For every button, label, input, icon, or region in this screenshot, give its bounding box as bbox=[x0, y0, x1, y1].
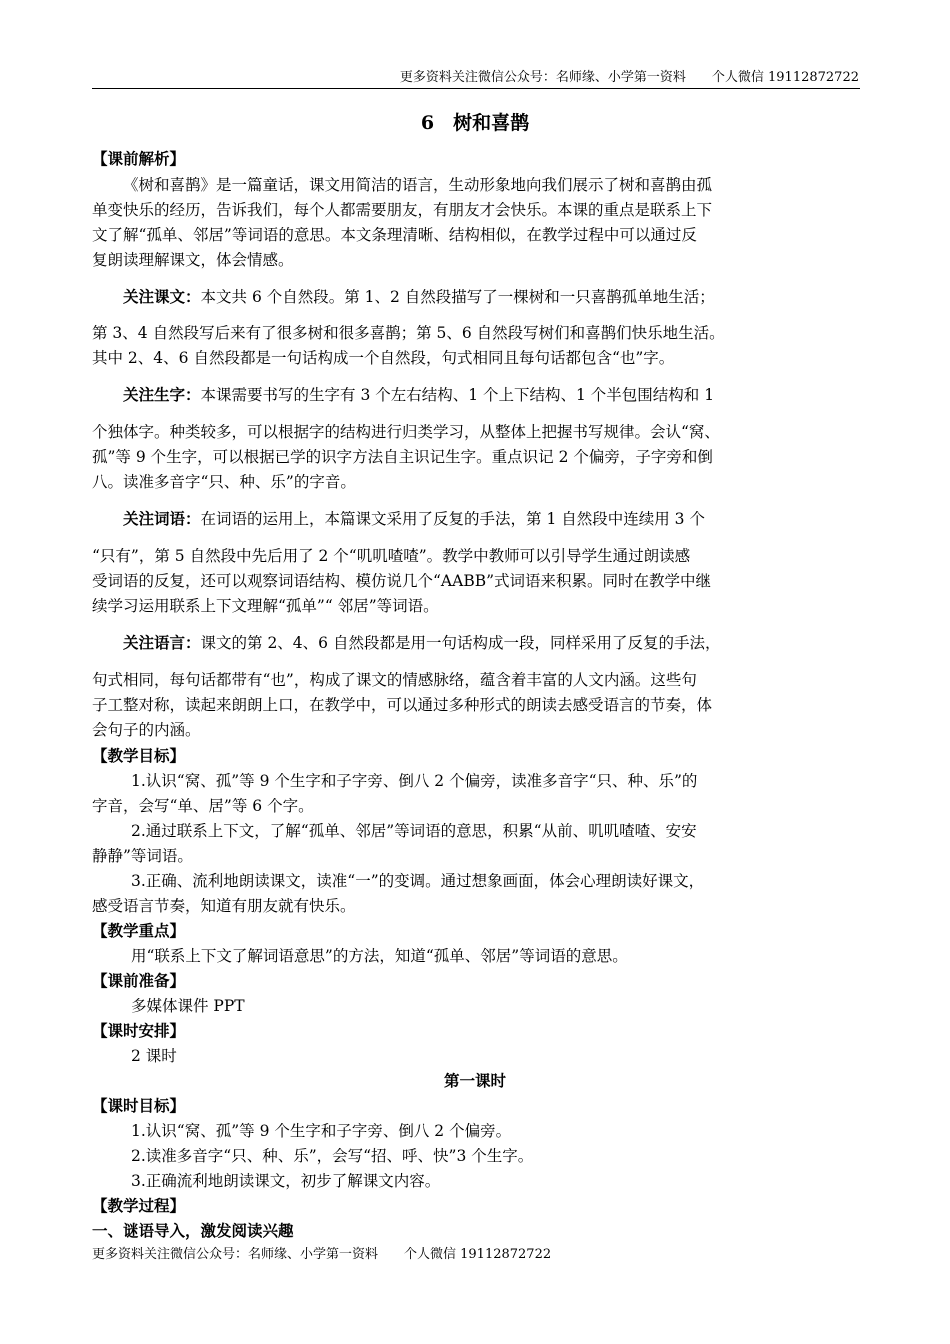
objective-line: 3.正确、流利地朗读课文，读准“一”的变调。通过想象画面，体会心理朗读好课文， bbox=[131, 872, 705, 890]
objective-line: 2.通过联系上下文，了解“孤单、邻居”等词语的意思，积累“从前、叽叽喳喳、安安 bbox=[131, 822, 697, 840]
section-heading-pre-analysis: 【课前解析】 bbox=[92, 149, 186, 168]
focus-text-paragraph bbox=[123, 286, 715, 308]
process-step-heading: 一、谜语导入，激发阅读兴趣 bbox=[92, 1221, 294, 1240]
paragraph-line: 八。读准多音字“只、种、乐”的字音。 bbox=[92, 473, 356, 491]
header-divider bbox=[92, 88, 860, 89]
paragraph-line: 本文共 6 个自然段。第 1、2 自然段描写了一棵树和一只喜鹊孤单地生活； bbox=[200, 288, 715, 306]
paragraph-line: “只有”，第 5 自然段中先后用了 2 个“叽叽喳喳”。教学中教师可以引导学生通过朗读感 bbox=[92, 547, 691, 565]
section-heading-process: 【教学过程】 bbox=[92, 1196, 186, 1215]
lesson-objective-line: 2.读准多音字“只、种、乐”，会写“招、呼、快”3 个生字。 bbox=[131, 1147, 534, 1165]
objective-line: 静静”等词语。 bbox=[92, 847, 193, 865]
focus-label: 关注生字： bbox=[123, 385, 201, 404]
focus-label: 关注课文： bbox=[123, 287, 201, 306]
key-point-text: 用“联系上下文了解词语意思”的方法，知道“孤单、邻居”等词语的意思。 bbox=[131, 947, 628, 965]
paragraph-line: 续学习运用联系上下文理解“孤单”“ 邻居”等词语。 bbox=[92, 597, 439, 615]
section-heading-lesson-objectives: 【课时目标】 bbox=[92, 1096, 186, 1115]
section-heading-objectives: 【教学目标】 bbox=[92, 746, 186, 765]
paragraph-line: 复朗读理解课文，体会情感。 bbox=[92, 251, 294, 269]
paragraph-line: 个独体字。种类较多，可以根据字的结构进行归类学习，从整体上把握书写规律。会认“窝、 bbox=[92, 423, 720, 441]
preparation-text: 多媒体课件 PPT bbox=[131, 997, 245, 1015]
section-heading-schedule: 【课时安排】 bbox=[92, 1021, 186, 1040]
paragraph-line: 孤”等 9 个生字，可以根据已学的识字方法自主识记生字。重点识记 2 个偏旁，子字旁和倒 bbox=[92, 448, 713, 466]
page-footer: 更多资料关注微信公众号：名师缘、小学第一资料 个人微信 19112872722 bbox=[92, 1247, 552, 1262]
paragraph-line: 其中 2、4、6 自然段都是一句话构成一个自然段，句式相同且每句话都包含“也”字。 bbox=[92, 349, 675, 367]
paragraph-line: 文了解“孤单、邻居”等词语的意思。本文条理清晰、结构相似，在教学过程中可以通过反 bbox=[92, 226, 697, 244]
objective-line: 1.认识“窝、孤”等 9 个生字和子字旁、倒八 2 个偏旁，读准多音字“只、种、乐”的 bbox=[131, 772, 698, 790]
objective-line: 感受语言节奏，知道有朋友就有快乐。 bbox=[92, 897, 356, 915]
page-header: 更多资料关注微信公众号：名师缘、小学第一资料 个人微信 19112872722 bbox=[399, 70, 859, 85]
lesson-one-title: 第一课时 bbox=[443, 1071, 506, 1090]
paragraph-line: 句式相同，每句话都带有“也”，构成了课文的情感脉络，蕴含着丰富的人文内涵。这些句 bbox=[92, 671, 697, 689]
section-heading-key-points: 【教学重点】 bbox=[92, 921, 186, 940]
objective-line: 字音，会写“单、居”等 6 个字。 bbox=[92, 797, 314, 815]
focus-label: 关注词语： bbox=[123, 509, 201, 528]
paragraph-line: 受词语的反复，还可以观察词语结构、模仿说几个“AABB”式词语来积累。同时在教学中继 bbox=[92, 572, 712, 590]
schedule-text: 2 课时 bbox=[131, 1047, 177, 1065]
paragraph-line: 单变快乐的经历，告诉我们，每个人都需要朋友，有朋友才会快乐。本课的重点是联系上下 bbox=[92, 201, 713, 219]
focus-words-paragraph bbox=[123, 508, 705, 530]
lesson-objective-line: 3.正确流利地朗读课文，初步了解课文内容。 bbox=[131, 1172, 441, 1190]
paragraph-line: 本课需要书写的生字有 3 个左右结构、1 个上下结构、1 个半包围结构和 1 bbox=[200, 386, 715, 404]
paragraph-line: 《树和喜鹊》是一篇童话，课文用简洁的语言，生动形象地向我们展示了树和喜鹊由孤 bbox=[123, 176, 713, 194]
paragraph-line: 第 3、4 自然段写后来有了很多树和很多喜鹊；第 5、6 自然段写树们和喜鹊们快乐地生活。 bbox=[92, 324, 725, 342]
paragraph-line: 子工整对称，读起来朗朗上口，在教学中，可以通过多种形式的朗读去感受语言的节奏，体 bbox=[92, 696, 713, 714]
lesson-title: 6 树和喜鹊 bbox=[420, 112, 530, 134]
paragraph-line: 在词语的运用上，本篇课文采用了反复的手法，第 1 自然段中连续用 3 个 bbox=[200, 510, 705, 528]
focus-chars-paragraph bbox=[123, 384, 714, 406]
focus-language-paragraph bbox=[123, 632, 720, 654]
paragraph-line: 会句子的内涵。 bbox=[92, 721, 201, 739]
lesson-objective-line: 1.认识“窝、孤”等 9 个生字和子字旁、倒八 2 个偏旁。 bbox=[131, 1122, 512, 1140]
section-heading-preparation: 【课前准备】 bbox=[92, 971, 186, 990]
paragraph-line: 课文的第 2、4、6 自然段都是用一句话构成一段，同样采用了反复的手法， bbox=[200, 634, 721, 652]
focus-label: 关注语言： bbox=[123, 633, 201, 652]
